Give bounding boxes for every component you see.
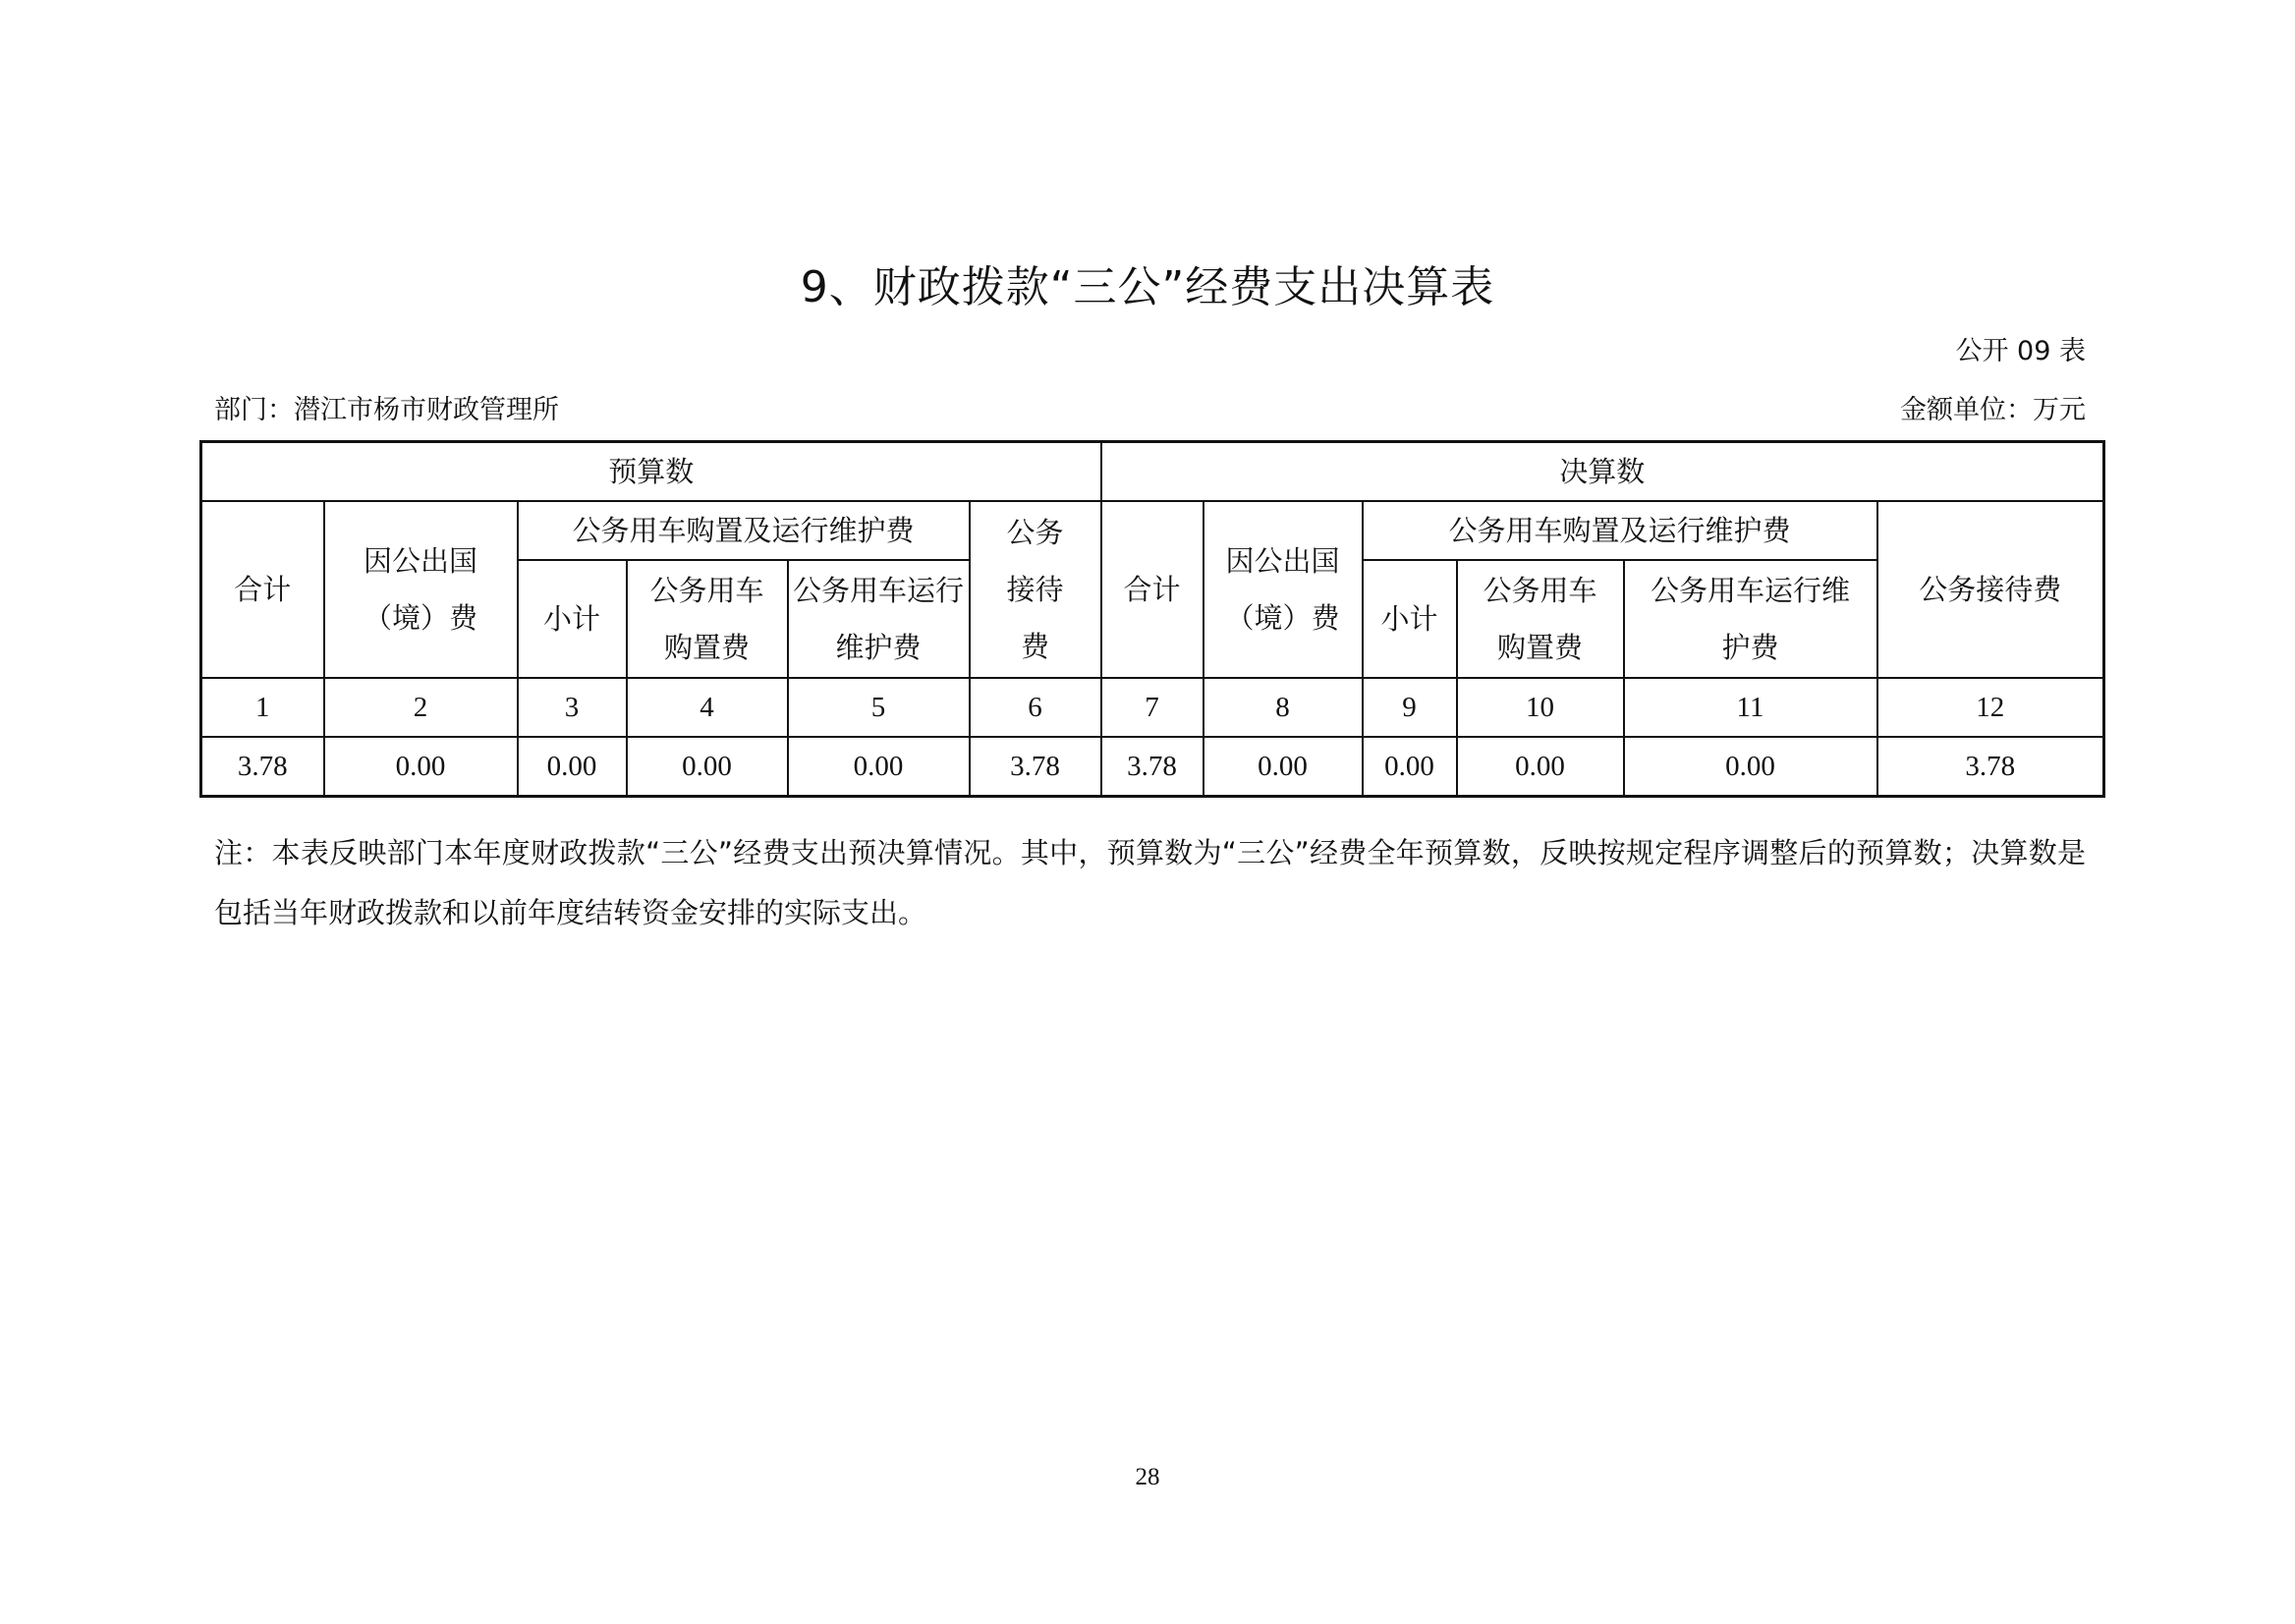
table-note: 注：本表反映部门本年度财政拨款“三公”经费支出预决算情况。其中，预算数为“三公”经费全年预算数，反映按规定程序调整后的预算数；决算数是包括当年财政拨款和以前年度结转资金安排的实际支出。 [214,836,2086,929]
final-total-header: 合计 [1101,501,1203,678]
final-vehicle-purchase-header: 公务用车购置费 [1457,560,1624,678]
department-label: 部门：潜江市杨市财政管理所 [214,395,559,425]
value-cell: 0.00 [1203,737,1363,797]
index-cell: 7 [1101,678,1203,737]
index-cell: 11 [1624,678,1877,737]
form-number: 公开 09 表 [1955,336,2086,366]
final-group-header: 决算数 [1101,442,2104,502]
index-cell: 6 [970,678,1101,737]
budget-group-header: 预算数 [201,442,1101,502]
three-public-expense-table [199,440,2105,798]
index-cell: 5 [788,678,970,737]
budget-subtotal-header: 小计 [518,560,627,678]
index-cell: 3 [518,678,627,737]
value-cell: 0.00 [1363,737,1457,797]
final-vehicle-operation-header: 公务用车运行维护费 [1624,560,1877,678]
index-cell: 10 [1457,678,1624,737]
index-cell: 8 [1203,678,1363,737]
value-cell: 3.78 [201,737,324,797]
value-cell: 0.00 [627,737,788,797]
index-cell: 2 [324,678,518,737]
final-reception-header: 公务接待费 [1877,501,2104,678]
index-cell: 9 [1363,678,1457,737]
group-header-row [201,442,2104,502]
budget-reception-header: 公务接待费 [970,501,1101,678]
page-title: 9、财政拨款“三公”经费支出决算表 [800,262,1495,312]
value-cell: 0.00 [788,737,970,797]
unit-label: 金额单位：万元 [1900,395,2086,425]
page-number: 28 [1135,1464,1160,1490]
final-abroad-header: 因公出国（境）费 [1203,501,1363,678]
value-cell: 0.00 [1457,737,1624,797]
index-cell: 4 [627,678,788,737]
header-row-1 [201,501,2104,560]
value-cell: 0.00 [324,737,518,797]
index-row [201,678,2104,737]
value-cell: 3.78 [1877,737,2104,797]
value-cell: 3.78 [1101,737,1203,797]
index-cell: 12 [1877,678,2104,737]
value-cell: 0.00 [1624,737,1877,797]
value-cell: 0.00 [518,737,627,797]
final-vehicle-group-header: 公务用车购置及运行维护费 [1363,501,1877,560]
budget-vehicle-purchase-header: 公务用车购置费 [627,560,788,678]
index-cell: 1 [201,678,324,737]
budget-vehicle-group-header: 公务用车购置及运行维护费 [518,501,970,560]
value-row [201,737,2104,797]
budget-total-header: 合计 [201,501,324,678]
final-subtotal-header: 小计 [1363,560,1457,678]
budget-abroad-header: 因公出国（境）费 [324,501,518,678]
budget-vehicle-operation-header: 公务用车运行维护费 [788,560,970,678]
value-cell: 3.78 [970,737,1101,797]
